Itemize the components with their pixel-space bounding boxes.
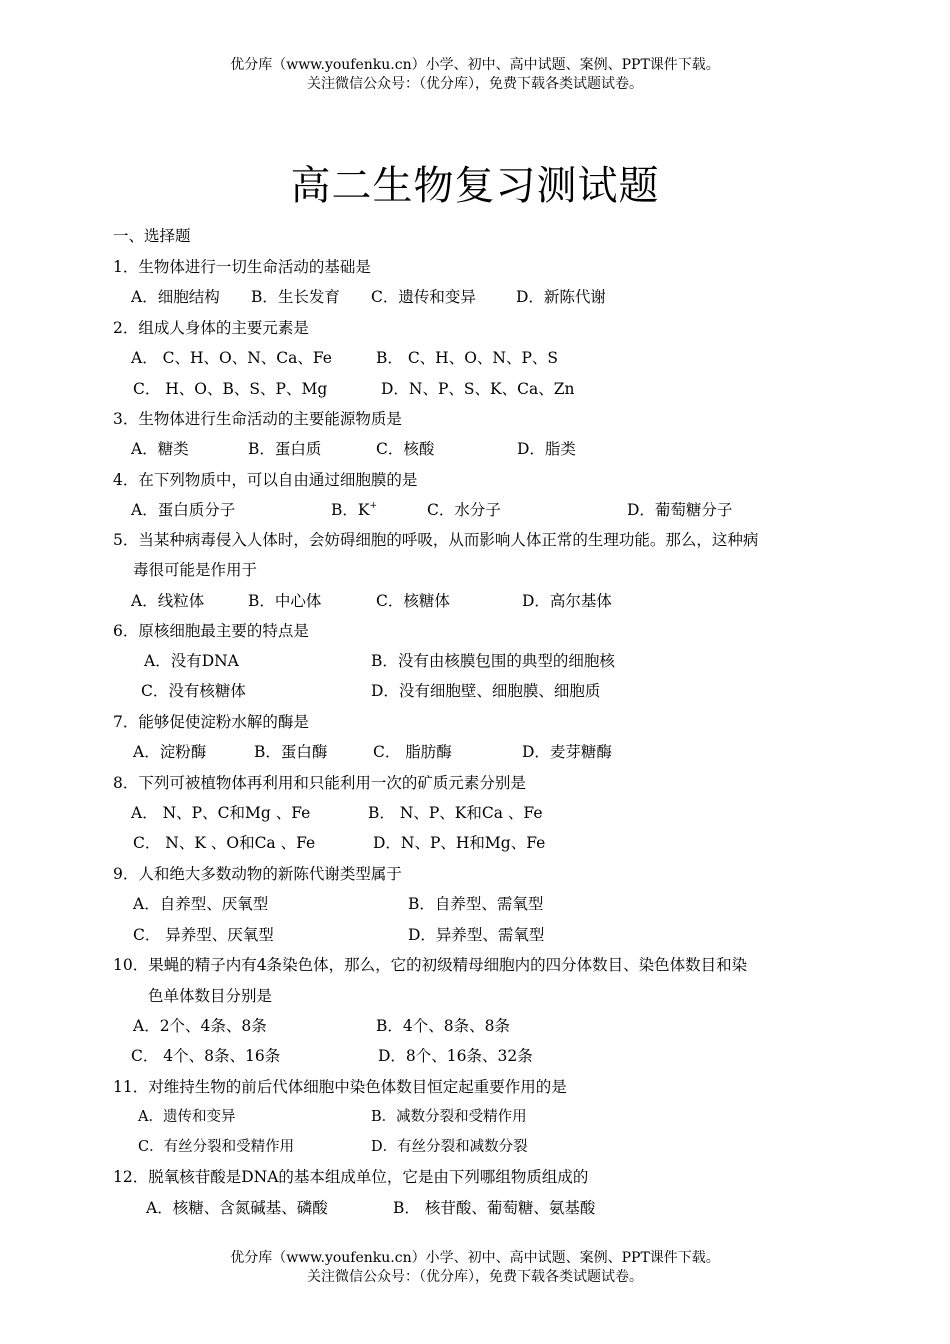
question-7-option-c: C． 脂肪酶 [373, 743, 452, 761]
question-3-option-b: B．蛋白质 [248, 440, 322, 458]
question-10-option-a: A．2个、4条、8条 [133, 1017, 267, 1035]
page-header [0, 56, 950, 94]
question-10-option-c: C． 4个、8条、16条 [131, 1047, 281, 1065]
page-title: 高二生物复习测试题 [290, 163, 660, 209]
question-6-option-c: C．没有核糖体 [141, 682, 246, 700]
question-9-option-d: D．异养型、需氧型 [408, 926, 545, 944]
question-5-option-d: D．高尔基体 [522, 592, 612, 610]
question-9-option-a: A．自养型、厌氧型 [133, 895, 269, 913]
question-6-option-d: D．没有细胞壁、细胞膜、细胞质 [371, 682, 601, 700]
question-2-stem: 2．组成人身体的主要元素是 [113, 319, 309, 337]
question-10-option-d: D．8个、16条、32条 [378, 1047, 533, 1065]
section-heading: 一、选择题 [113, 227, 191, 245]
question-11-option-b: B．减数分裂和受精作用 [371, 1109, 527, 1125]
potassium-ion-charge: + [369, 501, 378, 511]
question-9-option-c: C． 异养型、厌氧型 [133, 926, 274, 944]
question-2-option-a: A． C、H、O、N、Ca、Fe [131, 349, 332, 367]
question-4-option-d: D．葡萄糖分子 [627, 501, 733, 519]
header-line-1: 优分库（www.youfenku.cn）小学、初中、高中试题、案例、PPT课件下载。 [230, 57, 720, 73]
question-7-stem: 7．能够促使淀粉水解的酶是 [113, 713, 309, 731]
question-6-option-a: A．没有DNA [144, 652, 239, 670]
question-1-option-c: C．遗传和变异 [371, 288, 476, 306]
question-7-option-d: D．麦芽糖酶 [522, 743, 612, 761]
question-9-option-b: B．自养型、需氧型 [408, 895, 544, 913]
question-11-option-d: D．有丝分裂和减数分裂 [371, 1139, 528, 1155]
question-10-stem: 10．果蝇的精子内有4条染色体，那么，它的初级精母细胞内的四分体数目、染色体数目和染 [113, 956, 748, 974]
question-4-option-c: C．水分子 [427, 501, 501, 519]
question-1-option-b: B．生长发育 [251, 288, 340, 306]
question-3-stem: 3．生物体进行生命活动的主要能源物质是 [113, 410, 402, 428]
question-2-option-b: B． C、H、O、N、P、S [376, 349, 559, 367]
question-9-stem: 9．人和绝大多数动物的新陈代谢类型属于 [113, 865, 402, 883]
header-line-2: 关注微信公众号：（优分库），免费下载各类试题试卷。 [307, 76, 643, 92]
page-footer [0, 1249, 950, 1287]
question-11-option-c: C．有丝分裂和受精作用 [138, 1139, 295, 1155]
question-8-stem: 8．下列可被植物体再利用和只能利用一次的矿质元素分别是 [113, 774, 526, 792]
question-3-option-a: A．糖类 [131, 440, 189, 458]
question-5-option-a: A．线粒体 [131, 592, 205, 610]
question-4-option-a: A．蛋白质分子 [131, 501, 236, 519]
footer-line-1: 优分库（www.youfenku.cn）小学、初中、高中试题、案例、PPT课件下载。 [230, 1250, 720, 1266]
footer-line-2: 关注微信公众号：（优分库），免费下载各类试题试卷。 [307, 1269, 643, 1285]
question-11-stem: 11．对维持生物的前后代体细胞中染色体数目恒定起重要作用的是 [113, 1078, 567, 1096]
question-5-option-b: B．中心体 [248, 592, 322, 610]
question-3-option-d: D．脂类 [517, 440, 576, 458]
question-4-stem: 4．在下列物质中，可以自由通过细胞膜的是 [113, 471, 418, 489]
question-7-option-a: A．淀粉酶 [133, 743, 207, 761]
question-6-stem: 6．原核细胞最主要的特点是 [113, 622, 309, 640]
question-11-option-a: A．遗传和变异 [138, 1109, 236, 1125]
question-4-option-b [331, 500, 377, 520]
question-2-option-d: D．N、P、S、K、Ca、Zn [381, 380, 575, 398]
question-8-option-b: B． N、P、K和Ca 、Fe [368, 804, 543, 822]
question-7-option-b: B．蛋白酶 [254, 743, 328, 761]
question-1-option-d: D．新陈代谢 [516, 288, 606, 306]
question-5-stem: 5．当某种病毒侵入人体时，会妨碍细胞的呼吸，从而影响人体正常的生理功能。那么，这种病 [113, 531, 759, 549]
question-8-option-c: C． N、K 、O和Ca 、Fe [133, 834, 316, 852]
question-10-option-b: B．4个、8条、8条 [376, 1017, 510, 1035]
question-1-stem: 1．生物体进行一切生命活动的基础是 [113, 258, 371, 276]
question-2-option-c: C． H、O、B、S、P、Mg [133, 380, 328, 398]
question-5-option-c: C．核糖体 [376, 592, 450, 610]
question-1-option-a: A．细胞结构 [131, 288, 220, 306]
question-8-option-d: D．N、P、H和Mg、Fe [373, 834, 546, 852]
question-3-option-c: C．核酸 [376, 440, 435, 458]
question-10-stem-continued: 色单体数目分别是 [148, 987, 273, 1005]
question-12-option-a: A．核糖、含氮碱基、磷酸 [146, 1199, 328, 1217]
question-5-stem-continued: 毒很可能是作用于 [133, 561, 258, 579]
question-6-option-b: B．没有由核膜包围的典型的细胞核 [371, 652, 615, 670]
question-4-option-b-text: B．K [331, 501, 370, 519]
question-8-option-a: A． N、P、C和Mg 、Fe [131, 804, 311, 822]
question-12-option-b: B． 核苷酸、葡萄糖、氨基酸 [393, 1199, 596, 1217]
question-12-stem: 12．脱氧核苷酸是DNA的基本组成单位，它是由下列哪组物质组成的 [113, 1168, 589, 1186]
